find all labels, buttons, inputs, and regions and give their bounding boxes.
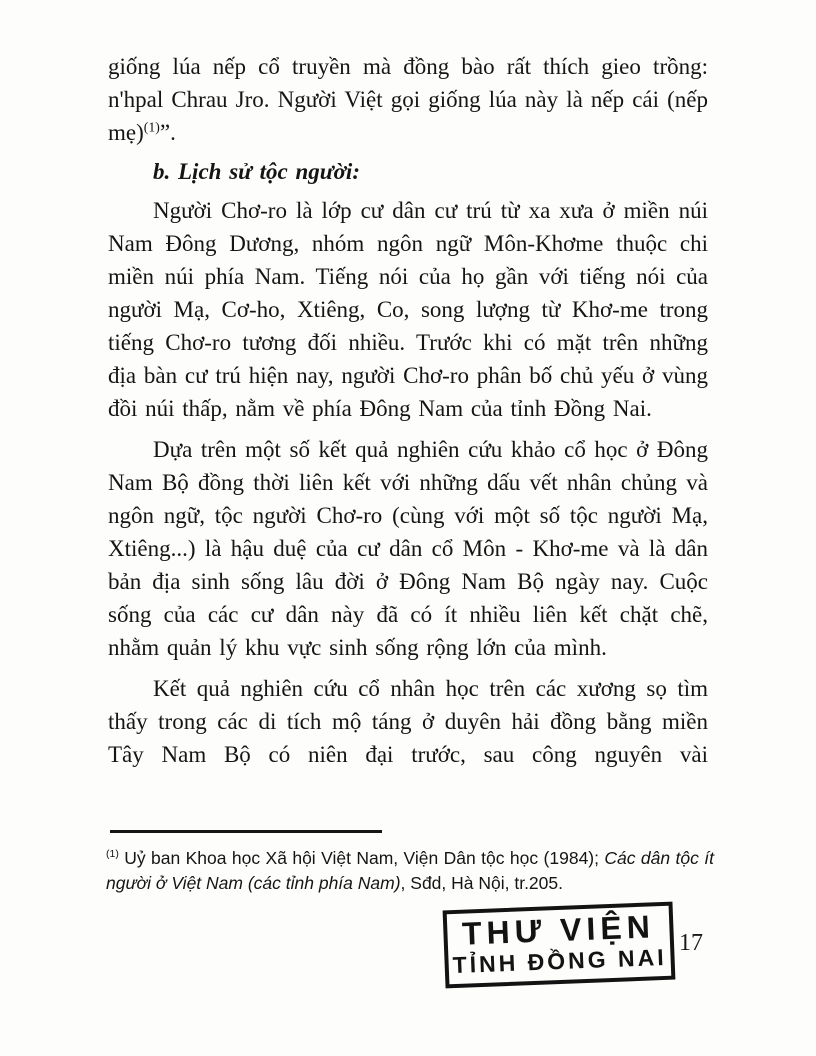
footnote-divider bbox=[110, 830, 382, 833]
paragraph-ethnic-history-1: Người Chơ-ro là lớp cư dân cư trú từ xa xưa ở miền núi Nam Đông Dương, nhóm ngôn ngữ Môn-Khơme thuộc chi miền núi phía Nam. Tiếng nói của họ gần với tiếng nói của người Mạ, Cơ-ho, Xtiêng, Co, song lượng từ Khơ-me trong tiếng Chơ-ro tương đối nhiều. Trước khi có mặt trên những địa bàn cư trú hiện nay, người Chơ-ro phân bố chủ yếu ở vùng đồi núi thấp, nằm về phía Đông Nam của tỉnh Đồng Nai. bbox=[108, 198, 708, 421]
footnote-source: Uỷ ban Khoa học Xã hội Việt Nam, Viện Dân tộc học (1984); bbox=[118, 848, 605, 868]
paragraph-ethnic-history-3: Kết quả nghiên cứu cổ nhân học trên các xương sọ tìm thấy trong các di tích mộ táng ở duyên hải đồng bằng miền Tây Nam Bộ có niên đại trước, sau công nguyên vài bbox=[108, 676, 708, 767]
stamp-line-2: TỈNH ĐỒNG NAI bbox=[452, 944, 668, 979]
intro-paragraph-closing: ”. bbox=[159, 120, 176, 145]
section-heading: b. Lịch sử tộc người: bbox=[153, 159, 360, 184]
footnote-number: (1) bbox=[106, 848, 119, 861]
body-text bbox=[108, 50, 708, 771]
footnote-section bbox=[106, 830, 714, 896]
footnote bbox=[106, 846, 714, 896]
intro-paragraph-text: giống lúa nếp cổ truyền mà đồng bào rất thích gieo trồng: n'hpal Chrau Jro. Người Việt gọi giống lúa này là nếp cái (nếp mẹ) bbox=[108, 54, 708, 145]
page-number: 17 bbox=[679, 930, 703, 956]
footnote-reference-marker: (1) bbox=[143, 119, 160, 135]
stamp-line-1: THƯ VIỆN bbox=[461, 908, 656, 952]
intro-paragraph bbox=[108, 50, 708, 149]
footnote-book-title: Các dân tộc ít người ở Việt Nam (các tỉnh phía Nam) bbox=[106, 848, 715, 893]
footnote-citation-tail: , Sđd, Hà Nội, tr.205. bbox=[400, 873, 563, 893]
paragraph-ethnic-history-2: Dựa trên một số kết quả nghiên cứu khảo cổ học ở Đông Nam Bộ đồng thời liên kết với những dấu vết nhân chủng và ngôn ngữ, tộc người Chơ-ro (cùng với một số tộc người Mạ, Xtiêng...) là hậu duệ của cư dân cổ Môn - Khơ-me và là dân bản địa sinh sống lâu đời ở Đông Nam Bộ ngày nay. Cuộc sống của các cư dân này đã có ít nhiều liên kết chặt chẽ, nhằm quản lý khu vực sinh sống rộng lớn của mình. bbox=[108, 437, 708, 660]
library-stamp bbox=[443, 902, 676, 989]
